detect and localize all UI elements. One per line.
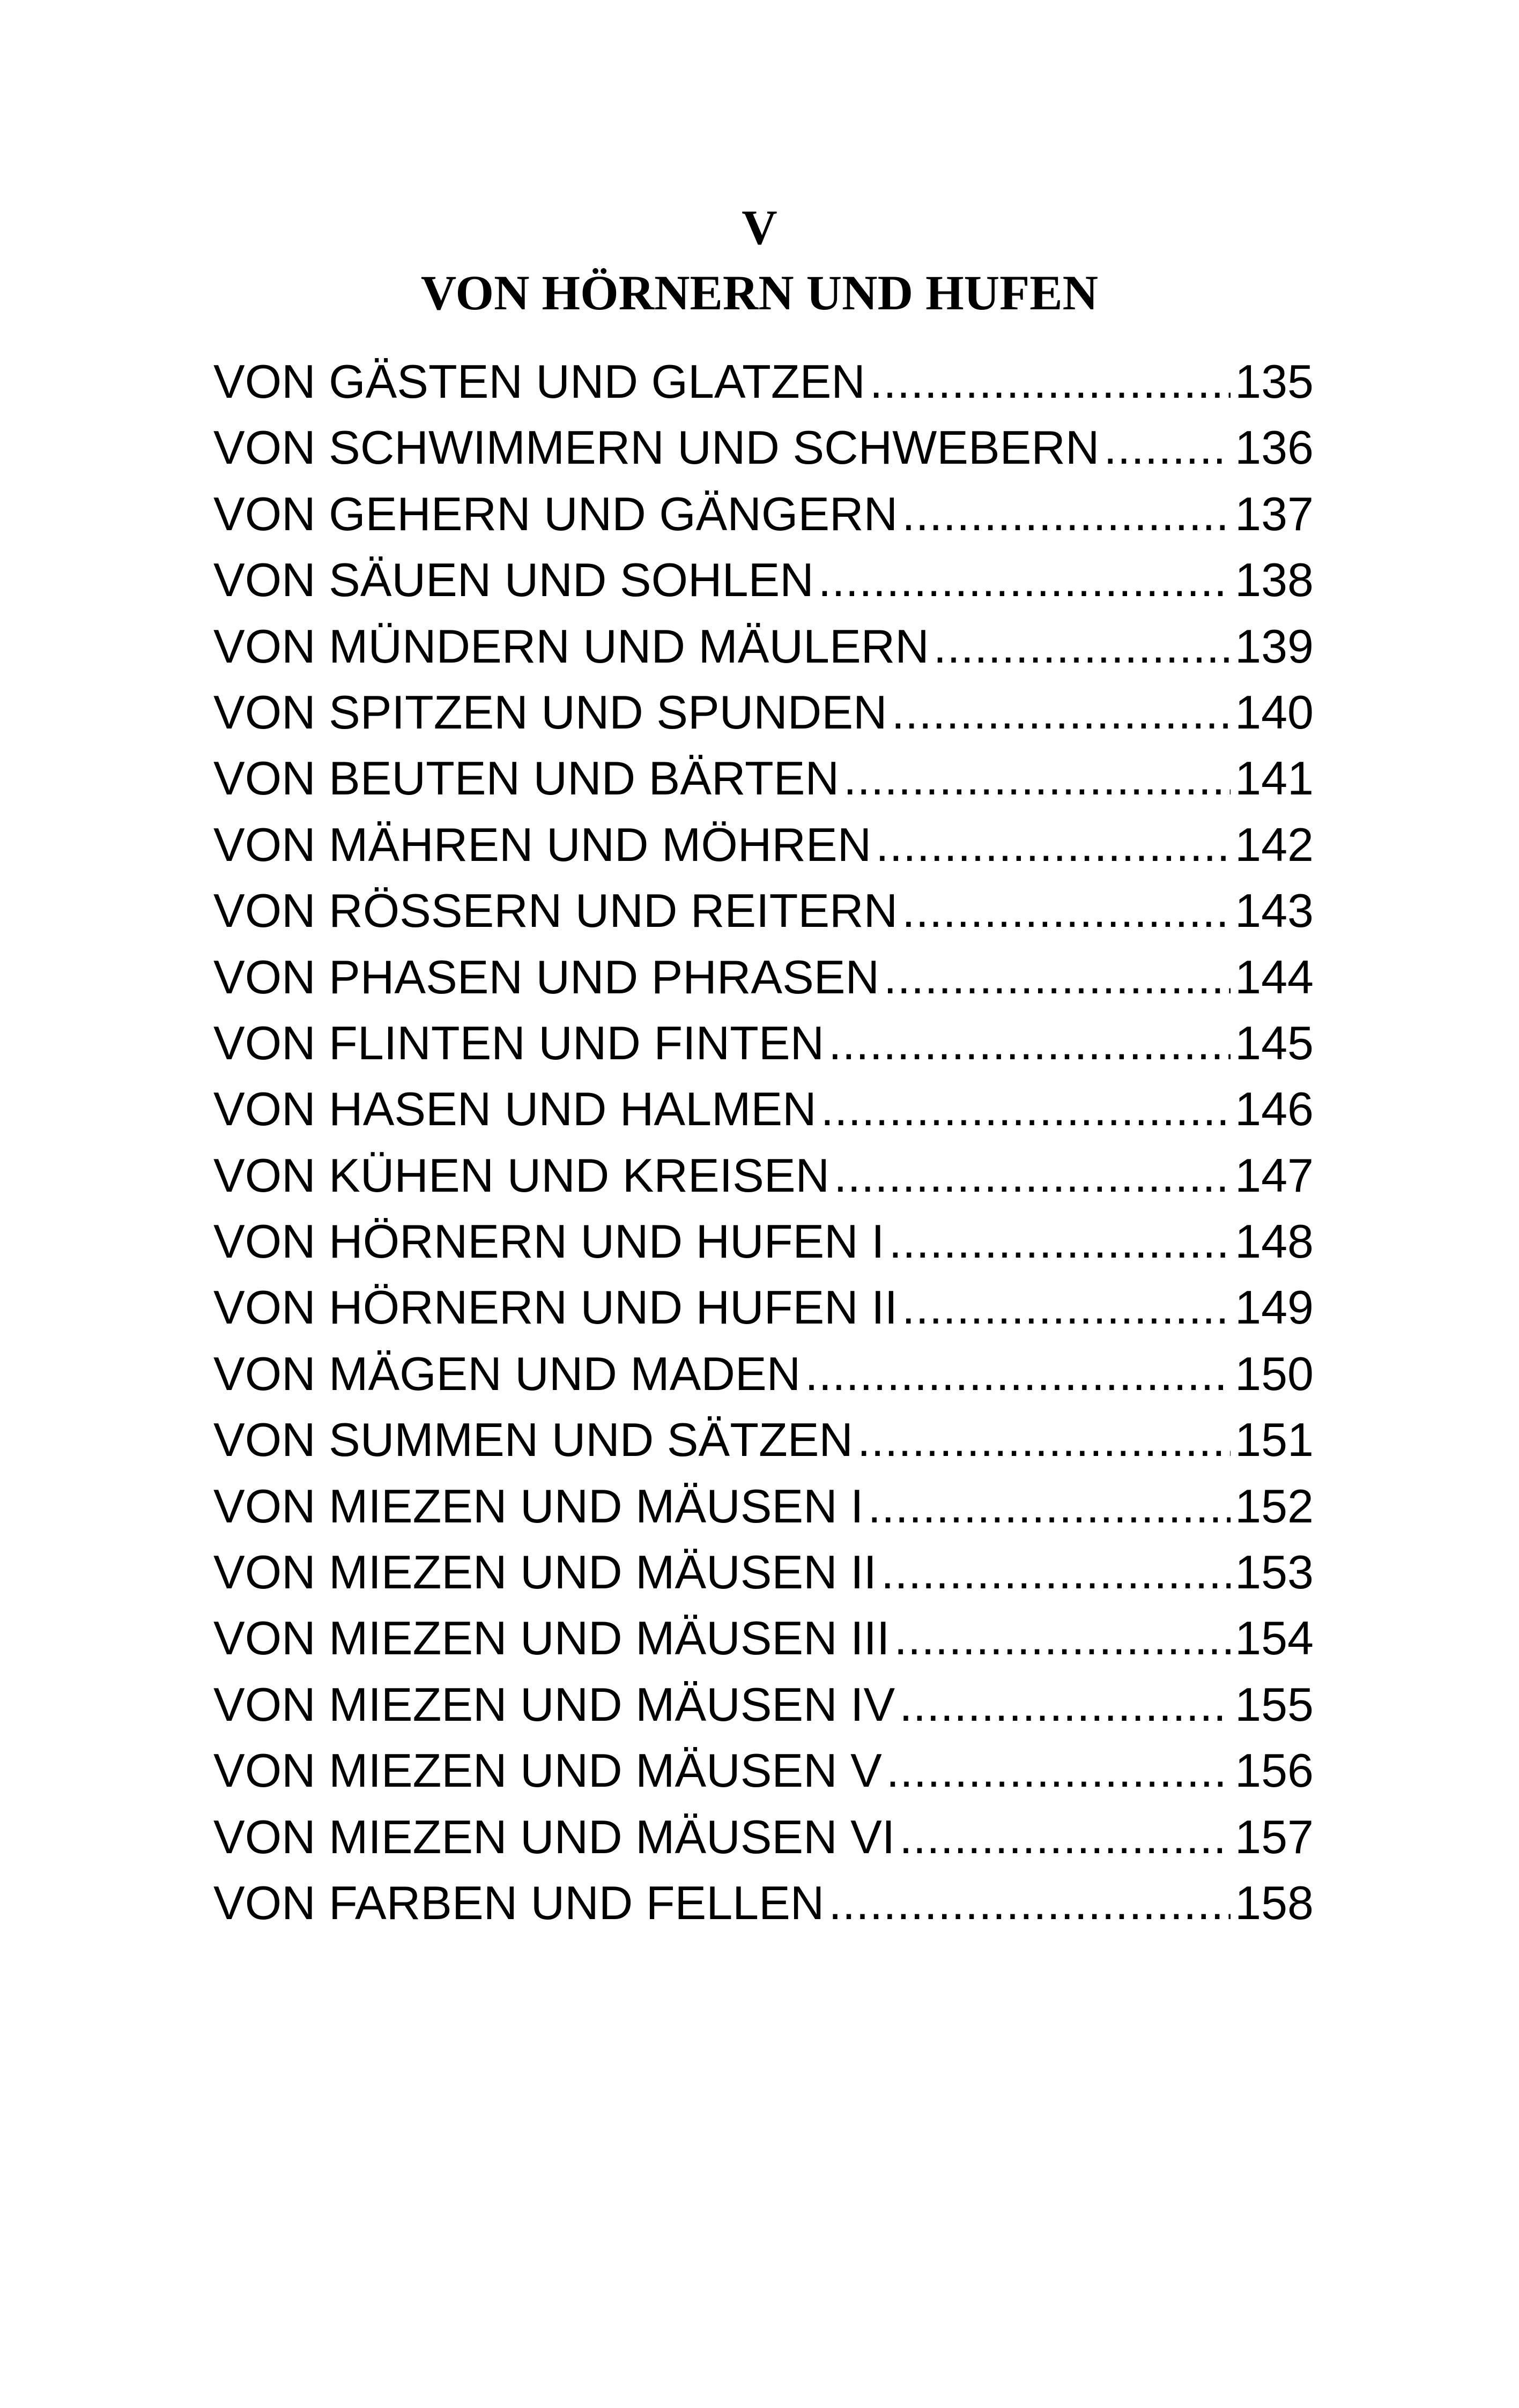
dot-leader [868, 1473, 1231, 1539]
toc-entry-page-number: 156 [1235, 1744, 1314, 1797]
toc-entry-title: VON GEHERN UND GÄNGERN [213, 487, 898, 540]
dot-leader [902, 481, 1231, 547]
toc-entry-title: VON MIEZEN UND MÄUSEN II [213, 1545, 877, 1599]
toc-entry-title: VON BEUTEN UND BÄRTEN [213, 752, 839, 805]
toc-entry [213, 1870, 1314, 1936]
dot-leader [834, 1142, 1231, 1208]
dot-leader [881, 1539, 1231, 1605]
toc-entry [213, 1010, 1314, 1076]
dot-leader [894, 1605, 1231, 1671]
toc-entry-page-number: 148 [1235, 1215, 1314, 1268]
section-numeral: V [742, 200, 777, 255]
toc-entry [213, 1407, 1314, 1473]
toc-entry [213, 1804, 1314, 1870]
toc-entry [213, 348, 1314, 414]
toc-entry-title: VON MÜNDERN UND MÄULERN [213, 619, 929, 673]
dot-leader [821, 1076, 1231, 1142]
toc-entry [213, 1341, 1314, 1407]
dot-leader [828, 1010, 1231, 1076]
toc-entry-page-number: 150 [1235, 1347, 1314, 1400]
dot-leader [889, 1208, 1231, 1274]
toc-entry [213, 1142, 1314, 1208]
dot-leader [902, 1274, 1231, 1340]
toc-entry-page-number: 158 [1235, 1876, 1314, 1929]
table-of-contents [213, 348, 1314, 1936]
toc-entry [213, 679, 1314, 745]
toc-entry-title: VON HASEN UND HALMEN [213, 1082, 817, 1136]
dot-leader [870, 348, 1231, 414]
toc-entry-title: VON FARBEN UND FELLEN [213, 1876, 825, 1929]
toc-entry-title: VON MIEZEN UND MÄUSEN V [213, 1744, 882, 1797]
toc-entry [213, 878, 1314, 943]
toc-entry-title: VON SÄUEN UND SOHLEN [213, 553, 814, 607]
toc-entry-page-number: 154 [1235, 1611, 1314, 1665]
toc-entry-title: VON SPITZEN UND SPUNDEN [213, 685, 887, 739]
toc-entry-title: VON FLINTEN UND FINTEN [213, 1016, 825, 1069]
toc-entry-page-number: 144 [1235, 950, 1314, 1004]
toc-entry [213, 1208, 1314, 1274]
toc-entry-title: VON MÄGEN UND MADEN [213, 1347, 801, 1400]
toc-entry-page-number: 146 [1235, 1082, 1314, 1136]
toc-entry-page-number: 147 [1235, 1148, 1314, 1202]
dot-leader [1103, 414, 1231, 480]
toc-entry-title: VON KÜHEN UND KREISEN [213, 1148, 830, 1202]
toc-entry-page-number: 135 [1235, 355, 1314, 408]
dot-leader [902, 878, 1231, 943]
toc-entry-page-number: 153 [1235, 1545, 1314, 1599]
dot-leader [843, 745, 1231, 811]
toc-entry-title: VON SCHWIMMERN UND SCHWEBERN [213, 421, 1100, 474]
dot-leader [818, 547, 1231, 613]
toc-entry-title: VON RÖSSERN UND REITERN [213, 884, 898, 938]
dot-leader [857, 1407, 1231, 1473]
toc-entry [213, 1076, 1314, 1142]
toc-entry-page-number: 138 [1235, 553, 1314, 607]
toc-entry [213, 944, 1314, 1010]
toc-entry-page-number: 141 [1235, 752, 1314, 805]
toc-entry-title: VON MÄHREN UND MÖHREN [213, 817, 872, 871]
toc-entry [213, 745, 1314, 811]
toc-entry [213, 1473, 1314, 1539]
toc-entry-title: VON MIEZEN UND MÄUSEN I [213, 1479, 864, 1533]
toc-entry-page-number: 140 [1235, 685, 1314, 739]
toc-entry-page-number: 157 [1235, 1810, 1314, 1863]
toc-entry [213, 1671, 1314, 1737]
toc-entry-title: VON SUMMEN UND SÄTZEN [213, 1413, 853, 1467]
toc-entry-page-number: 143 [1235, 884, 1314, 938]
toc-entry-page-number: 136 [1235, 421, 1314, 474]
toc-entry [213, 481, 1314, 547]
dot-leader [899, 1804, 1231, 1870]
dot-leader [892, 679, 1231, 745]
toc-entry [213, 1274, 1314, 1340]
toc-entry [213, 1737, 1314, 1803]
toc-entry-page-number: 137 [1235, 487, 1314, 540]
dot-leader [884, 944, 1231, 1010]
toc-entry-page-number: 149 [1235, 1281, 1314, 1334]
dot-leader [876, 812, 1231, 878]
toc-entry-title: VON HÖRNERN UND HUFEN I [213, 1215, 885, 1268]
dot-leader [828, 1870, 1231, 1936]
toc-entry [213, 613, 1314, 679]
toc-entry-page-number: 145 [1235, 1016, 1314, 1069]
toc-entry [213, 547, 1314, 613]
toc-entry-title: VON GÄSTEN UND GLATZEN [213, 355, 865, 408]
section-title: VON HÖRNERN UND HUFEN [420, 265, 1099, 320]
toc-entry-page-number: 151 [1235, 1413, 1314, 1467]
toc-entry-title: VON PHASEN UND PHRASEN [213, 950, 880, 1004]
toc-entry-page-number: 139 [1235, 619, 1314, 673]
toc-entry-title: VON MIEZEN UND MÄUSEN IV [213, 1677, 895, 1731]
dot-leader [899, 1671, 1231, 1737]
toc-entry-title: VON MIEZEN UND MÄUSEN VI [213, 1810, 895, 1863]
dot-leader [805, 1341, 1231, 1407]
toc-entry-page-number: 155 [1235, 1677, 1314, 1731]
toc-entry-title: VON HÖRNERN UND HUFEN II [213, 1281, 898, 1334]
toc-entry [213, 1605, 1314, 1671]
toc-entry [213, 812, 1314, 878]
dot-leader [933, 613, 1231, 679]
toc-entry-page-number: 142 [1235, 817, 1314, 871]
toc-entry-page-number: 152 [1235, 1479, 1314, 1533]
toc-entry [213, 414, 1314, 480]
toc-entry [213, 1539, 1314, 1605]
toc-entry-title: VON MIEZEN UND MÄUSEN III [213, 1611, 890, 1665]
dot-leader [886, 1737, 1231, 1803]
